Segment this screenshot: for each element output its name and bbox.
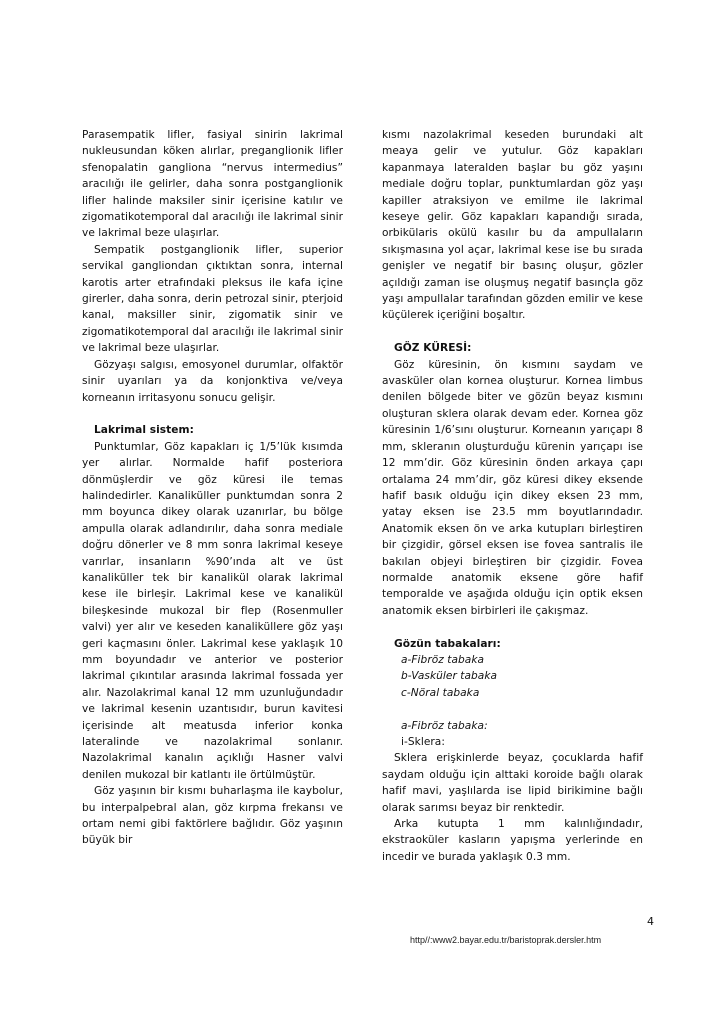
paragraph-parasempatik: Parasempatik lifler, fasiyal sinirin lakrimal nukleusundan köken alırlar, preganglionik lifler sfenopalatin gangliona “nervus intermedius” aracılığı ile gelirler, daha sonra postganglionik lifler halinde maksiler sinir içerisine katılır ve zigomatikotemporal dal aracılığı ile lakrimal sinir ve lakrimal beze ulaşırlar. bbox=[82, 129, 343, 240]
paragraph-buharlasma: Göz yaşının bir kısmı buharlaşma ile kaybolur, bu interpalpebral alan, göz kırpma frekansı ve ortam nemi gibi faktörlere bağlıdır. Göz yaşının büyük bir bbox=[82, 785, 343, 847]
heading-lakrimal-sistem: Lakrimal sistem: bbox=[94, 424, 194, 437]
paragraph-sempatik: Sempatik postganglionik lifler, superior servikal gangliondan çıktıktan sonra, internal karotis arter etrafındaki pleksus ile kafa içine girerler, daha sonra, derin petrozal sinir, pterjoid kanal, maksiller sinir, zigomatik sinir ve zigomatikotemporal dal aracılığı ile lakrimal sinir ve lakrimal beze ulaşırlar. bbox=[82, 243, 343, 355]
left-column bbox=[82, 127, 343, 849]
subheading-sklera: i-Sklera: bbox=[401, 735, 445, 748]
paragraph-sklera-renk: Sklera erişkinlerde beyaz, çocuklarda hafif saydam olduğu için alttaki koroide bağlı olarak hafif mavi, yaşlılarda ise lipid birikimine bağlı olarak sarımsı beyaz bir renktedir. bbox=[382, 752, 643, 814]
paragraph-sklera-kalinlik: Arka kutupta 1 mm kalınlığındadır, ekstraoküler kasların yapışma yerlerinde en incedir ve burada yaklaşık 0.3 mm. bbox=[382, 818, 643, 863]
page-number: 4 bbox=[647, 915, 654, 928]
footer-url: http//:www2.bayar.edu.tr/baristoprak.dersler.htm bbox=[410, 935, 602, 945]
heading-goz-kuresi: GÖZ KÜRESİ: bbox=[394, 342, 472, 355]
paragraph-punktumlar: Punktumlar, Göz kapakları iç 1/5’lük kısımda yer alırlar. Normalde hafif posteriora dönmüşlerdir ve göz küresi ile temas halindedirler. Kanaliküller punktumdan sonra 2 mm boyunca dikey olarak uzanırlar, bu bölge ampulla olarak adlandırılır, daha sonra mediale doğru dönerler ve 8 mm sonra lakrimal keseye varırlar, insanların %90’ında alt ve üst kanaliküller tek bir kanalikül olarak lakrimal kese ile birleşir. Lakrimal kese ve kanalikül bileşkesinde mukozal bir flep (Rosenmuller valvi) yer alır ve keseden kanaliküllere göz yaşı geri kaçmasını önler. Lakrimal kese yaklaşık 10 mm boyundadır ve anterior ve posterior lakrimal çıkıntılar arasında lakrimal fossada yer alır. Nazolakrimal kanal 12 mm uzunluğundadır ve lakrimal kesenin uzantısıdır, burun kavitesi içerisinde alt meatusda inferior konka lateralinde ve nazolakrimal sonlanır. Nazolakrimal kanalın açıklığı Hasner valvi denilen mukozal bir katlantı ile örtülmüştür. bbox=[82, 440, 343, 781]
paragraph-goz-kuresi: Göz küresinin, ön kısmını saydam ve avasküler olan kornea oluşturur. Kornea limbus denilen bölgede biter ve gözün beyaz kısmını oluşturan sklera olarak devam eder. Kornea göz küresinin 1/6’sını oluşturur. Korneanın yarıçapı 8 mm, skleranın oluşturduğu kürenin yarıçapı ise 12 mm’dir. Göz küresinin önden arkaya çapı ortalama 24 mm’dir, göz küresi dikey eksende hafif basık olduğu için dikey eksen 23 mm, yatay eksen ise 23.5 mm boyutlarındadır. Anatomik eksen ön ve arka kutupları birleştiren bir çizgidir, görsel eksen ise fovea santralis ile bakılan objeyi birleştiren bir çizgidir. Fovea normalde anatomik eksene göre hafif temporalde ve aşağıda olduğu için optik eksen anatomik eksen birbirleri ile çakışmaz. bbox=[382, 358, 643, 617]
subheading-fibroz-tabaka: a-Fibröz tabaka: bbox=[401, 719, 488, 732]
paragraph-gozyasi-salgisi: Gözyaşı salgısı, emosyonel durumlar, olfaktör sinir uyarıları ya da konjonktiva ve/veya korneanın irritasyonu sonucu gelişir. bbox=[82, 358, 343, 404]
heading-gozun-tabakalari: Gözün tabakaları: bbox=[394, 637, 501, 650]
list-item-vaskuler: b-Vasküler tabaka bbox=[401, 670, 498, 683]
right-column bbox=[382, 127, 643, 865]
paragraph-nazolakrimal-kese: kısmı nazolakrimal keseden burundaki alt meaya gelir ve yutulur. Göz kapakları kapanmaya lateralden başlar bu göz yaşını mediale doğru toplar, punktumlardan göz yaşı kapiller atraksiyon ve emilme ile lakrimal keseye gelir. Göz kapakları kapandığı sırada, orbikülaris okülü kasılır bu da ampullaların sıkışmasına yol açar, lakrimal kese ise bu sırada genişler ve negatif bir basınç oluşur, gözler açıldığı zaman ise oluşmuş negatif basınçla göz yaşı ampullalar tarafından gözden emilir ve kese küçülerek içeriğini boşaltır. bbox=[382, 129, 643, 322]
list-item-noral: c-Nöral tabaka bbox=[401, 686, 480, 699]
list-item-fibroz: a-Fibröz tabaka bbox=[401, 653, 485, 666]
